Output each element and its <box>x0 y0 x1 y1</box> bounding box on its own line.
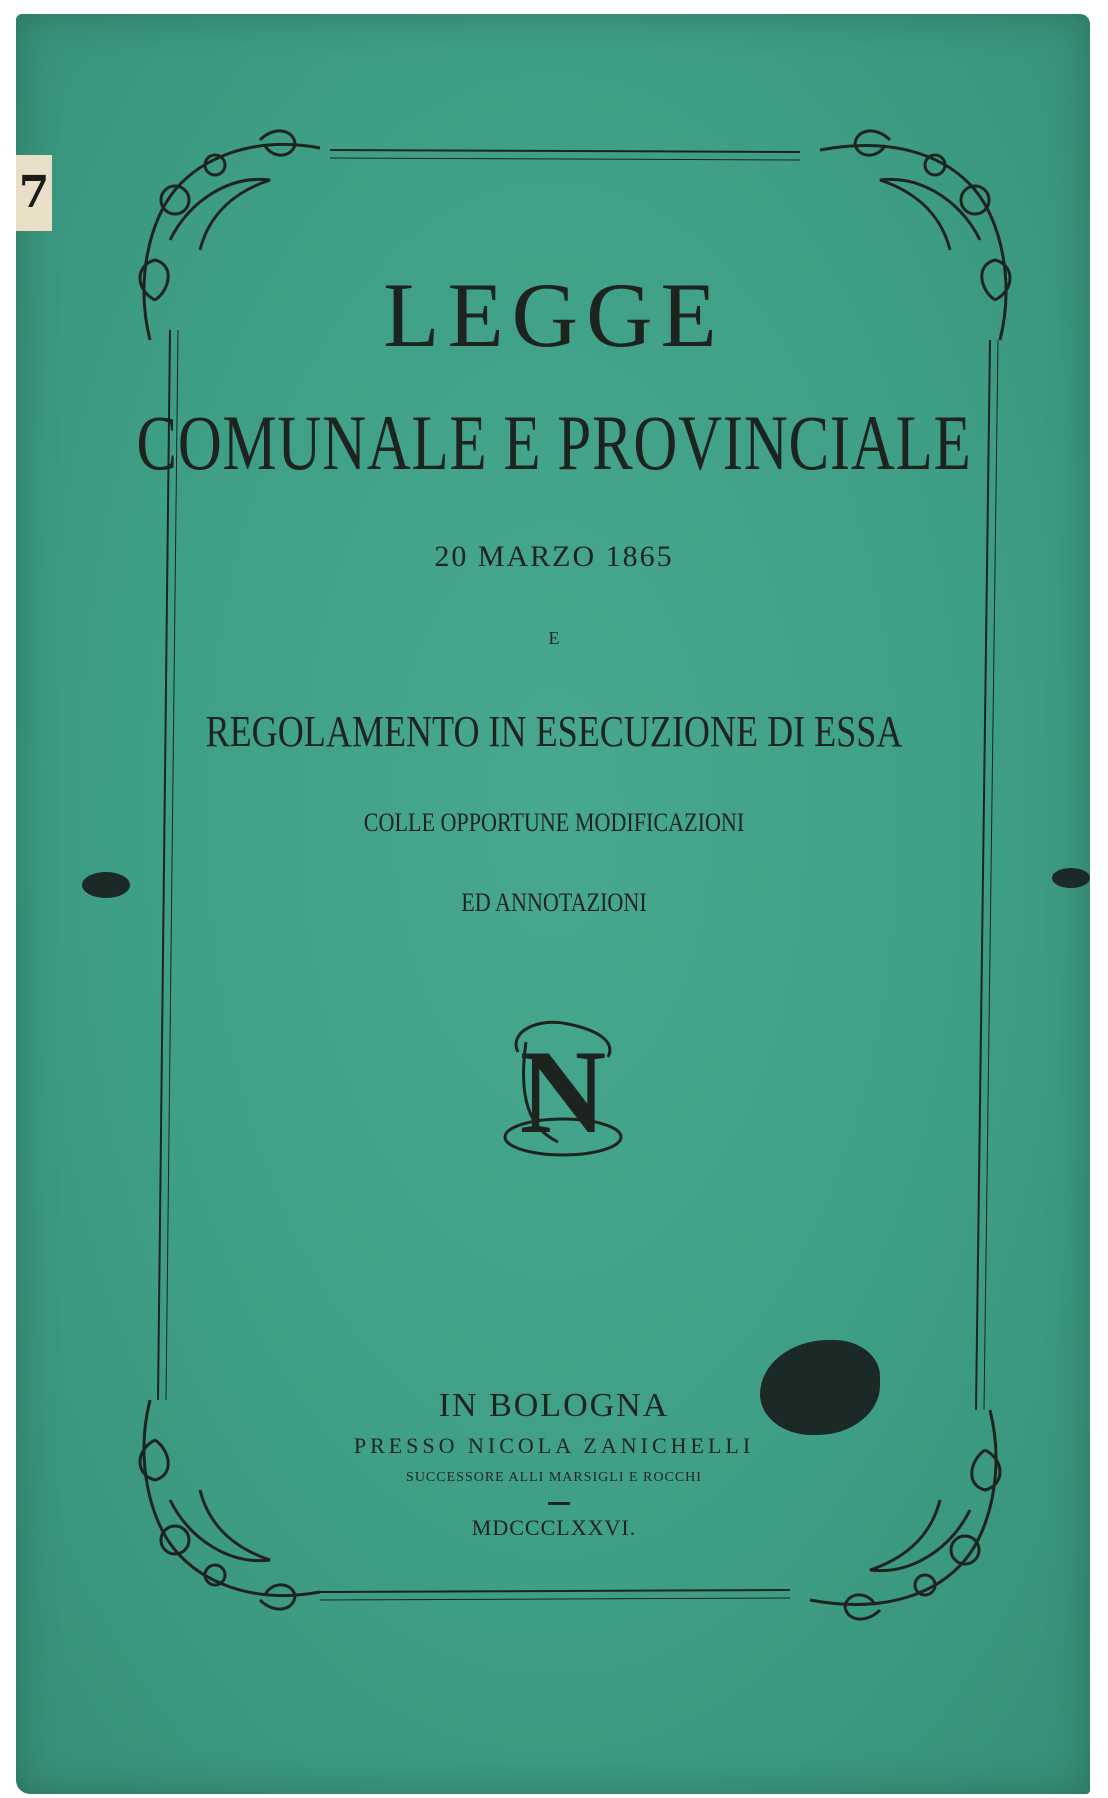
frame-bottom-rule-inner <box>320 1598 790 1600</box>
imprint-divider <box>548 1502 570 1505</box>
imprint-publisher: PRESSO NICOLA ZANICHELLI <box>353 1433 755 1458</box>
spine-number-label: 7 <box>16 155 52 231</box>
monogram-icon <box>498 1012 628 1162</box>
cover-title: LEGGE <box>383 264 725 366</box>
frame-top-rule-inner <box>330 158 800 160</box>
frame-right-rule <box>976 340 990 1410</box>
cover-date: 20 MARZO 1865 <box>434 540 674 573</box>
monogram-letter: N <box>519 1025 607 1158</box>
cover-annotations: ED ANNOTAZIONI <box>461 888 647 917</box>
frame-top-rule <box>330 150 800 152</box>
cover-subtitle: COMUNALE E PROVINCIALE <box>136 399 972 486</box>
imprint-successor: SUCCESSORE ALLI MARSIGLI E ROCCHI <box>406 1470 702 1485</box>
frame-right-rule-inner <box>984 340 998 1410</box>
frame-bottom-rule <box>320 1590 790 1592</box>
cover-conjunction: E <box>548 628 560 648</box>
ornamental-corner-icon <box>140 1400 320 1609</box>
imprint-place: IN BOLOGNA <box>438 1387 670 1424</box>
cover-regulation: REGOLAMENTO IN ESECUZIONE DI ESSA <box>205 707 903 756</box>
ink-stain-right <box>1052 868 1090 888</box>
cover-modifications: COLLE OPPORTUNE MODIFICAZIONI <box>363 808 745 837</box>
imprint-year: MDCCCLXXVI. <box>471 1515 637 1540</box>
